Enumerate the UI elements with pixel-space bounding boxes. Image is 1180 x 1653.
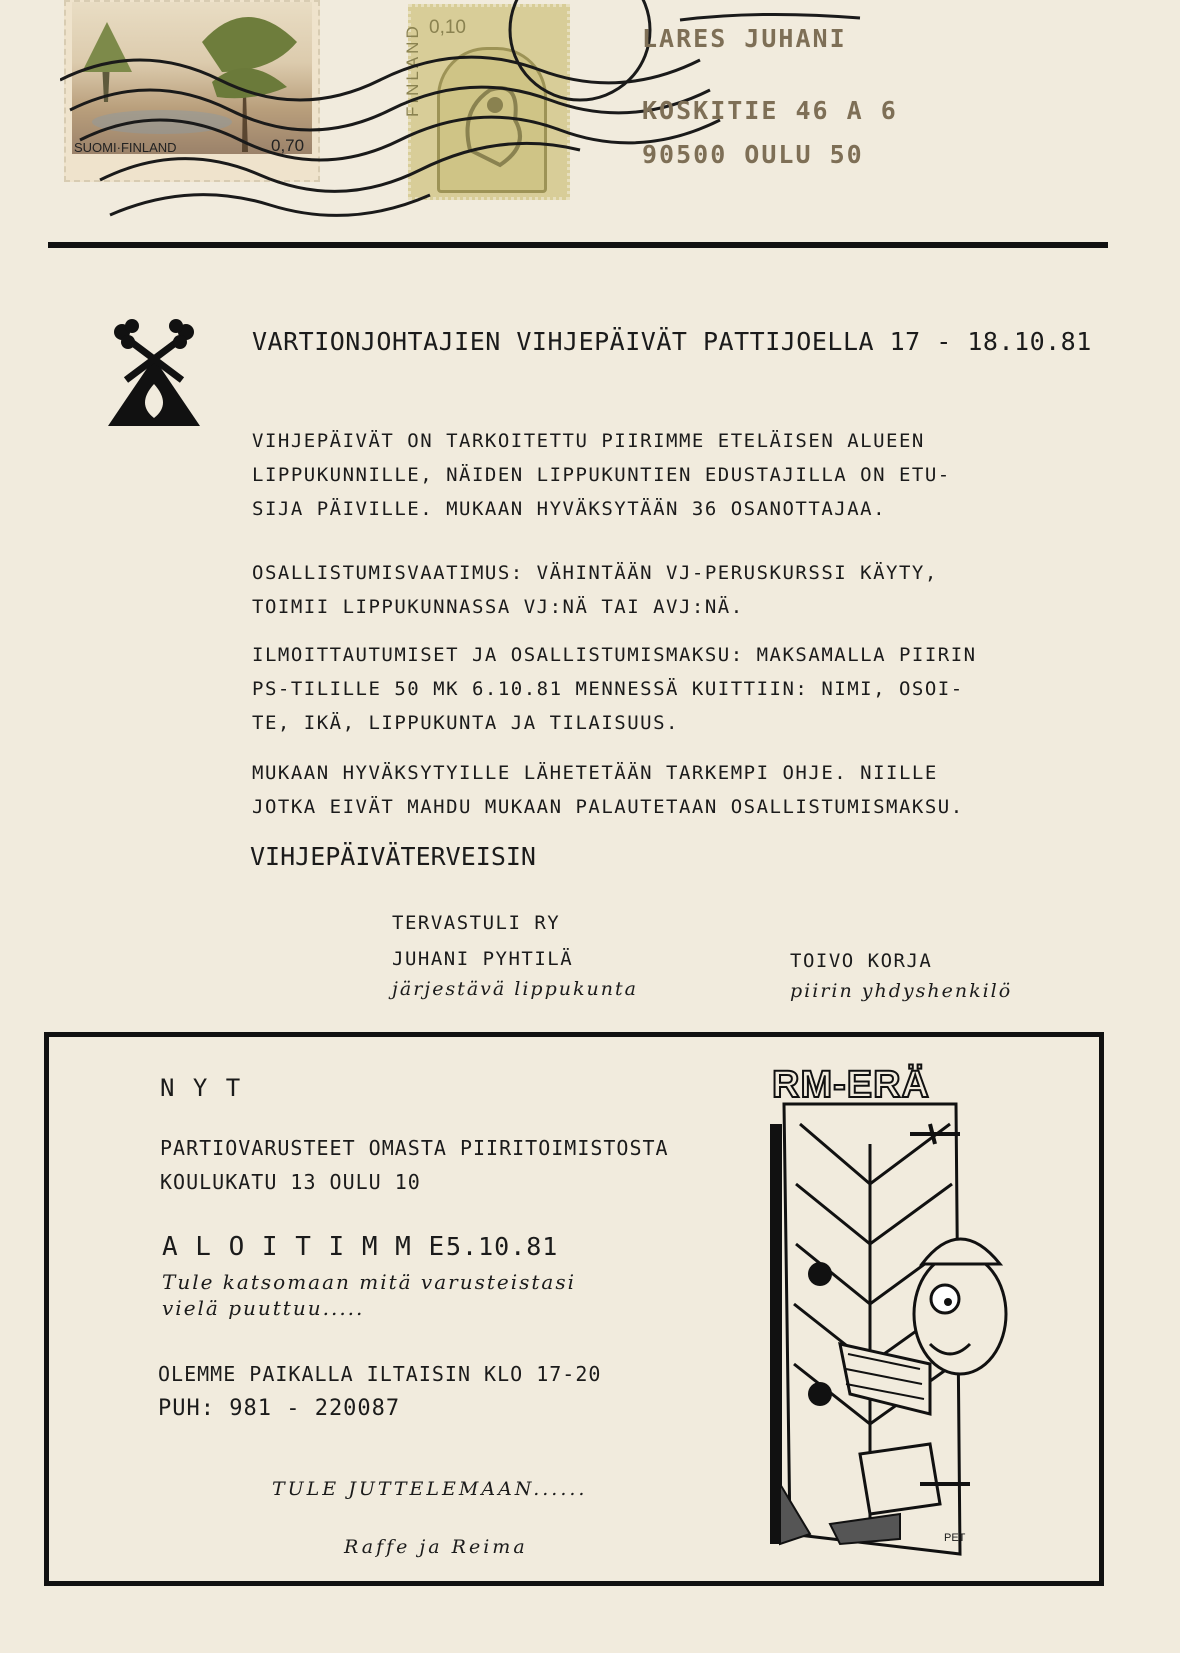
ad-line-1: PARTIOVARUSTEET OMASTA PIIRITOIMISTOSTA: [160, 1136, 669, 1160]
paragraph-line: VIHJEPÄIVÄT ON TARKOITETTU PIIRIMME ETELÄISEN ALUEEN: [252, 430, 925, 452]
paragraph-line: PS-TILILLE 50 MK 6.10.81 MENNESSÄ KUITTIIN: NIMI, OSOI-: [252, 678, 964, 700]
signer-left-role: järjestävä lippukunta: [392, 978, 638, 1000]
ad-tagline-2: vielä puuttuu.....: [162, 1296, 365, 1320]
paragraph-line: OSALLISTUMISVAATIMUS: VÄHINTÄÄN VJ-PERUSKURSSI KÄYTY,: [252, 562, 938, 584]
divider: [48, 242, 1108, 248]
ad-now: N Y T: [160, 1074, 243, 1102]
address-line-3: 90500 OULU 50: [642, 140, 864, 169]
signer-right-name: TOIVO KORJA: [790, 950, 933, 972]
ad-chat: TULE JUTTELEMAAN......: [272, 1478, 588, 1500]
ad-start-date: 5.10.81: [446, 1232, 559, 1261]
paragraph-line: TOIMII LIPPUKUNNASSA VJ:NÄ TAI AVJ:NÄ.: [252, 596, 744, 618]
paragraph-3: [252, 638, 977, 740]
ad-phone: PUH: 981 - 220087: [158, 1396, 401, 1421]
paragraph-line: LIPPUKUNNILLE, NÄIDEN LIPPUKUNTIEN EDUSTAJILLA ON ETU-: [252, 464, 951, 486]
ad-line-2: KOULUKATU 13 OULU 10: [160, 1170, 421, 1194]
paragraph-2: [252, 556, 938, 624]
door-cartoon-icon: [760, 1064, 1020, 1564]
paragraph-1: [252, 424, 951, 526]
paragraph-line: MUKAAN HYVÄKSYTYILLE LÄHETETÄÄN TARKEMPI OHJE. NIILLE: [252, 762, 938, 784]
greeting: VIHJEPÄIVÄTERVEISIN: [250, 842, 536, 871]
stamp-caption: SUOMI·FINLAND: [74, 140, 177, 155]
announcement-heading: VARTIONJOHTAJIEN VIHJEPÄIVÄT PATTIJOELLA 17 - 18.10.81: [252, 327, 1092, 356]
paragraph-line: TE, IKÄ, LIPPUKUNTA JA TILAISUUS.: [252, 712, 679, 734]
paragraph-line: JOTKA EIVÄT MAHDU MUKAAN PALAUTETAAN OSALLISTUMISMAKSU.: [252, 796, 964, 818]
signer-left-name: JUHANI PYHTILÄ: [392, 948, 574, 970]
ad-tagline-1: Tule katsomaan mitä varusteistasi: [162, 1270, 577, 1294]
stamp-value: 0,70: [271, 136, 305, 155]
address-line-2: KOSKITIE 46 A 6: [642, 96, 898, 125]
address-line-1: LARES JUHANI: [642, 24, 847, 53]
paragraph-line: SIJA PÄIVILLE. MUKAAN HYVÄKSYTÄÄN 36 OSANOTTAJAA.: [252, 498, 887, 520]
paragraph-line: ILMOITTAUTUMISET JA OSALLISTUMISMAKSU: MAKSAMALLA PIIRIN: [252, 644, 977, 666]
ad-signoff: Raffe ja Reima: [344, 1536, 528, 1558]
ad-start-label: A L O I T I M M E: [162, 1232, 446, 1262]
signer-right-role: piirin yhdyshenkilö: [790, 980, 1013, 1002]
ad-hours: OLEMME PAIKALLA ILTAISIN KLO 17-20: [158, 1362, 602, 1386]
paragraph-4: [252, 756, 964, 824]
scout-logo-icon: [106, 318, 202, 430]
signer-org: TERVASTULI RY: [392, 912, 561, 934]
brand-logo: RM-ERÄ: [772, 1064, 930, 1106]
stamp-country: FINLAND: [403, 23, 422, 117]
artist-signature: PET: [944, 1532, 966, 1544]
stamp-value: 0,10: [429, 17, 466, 38]
